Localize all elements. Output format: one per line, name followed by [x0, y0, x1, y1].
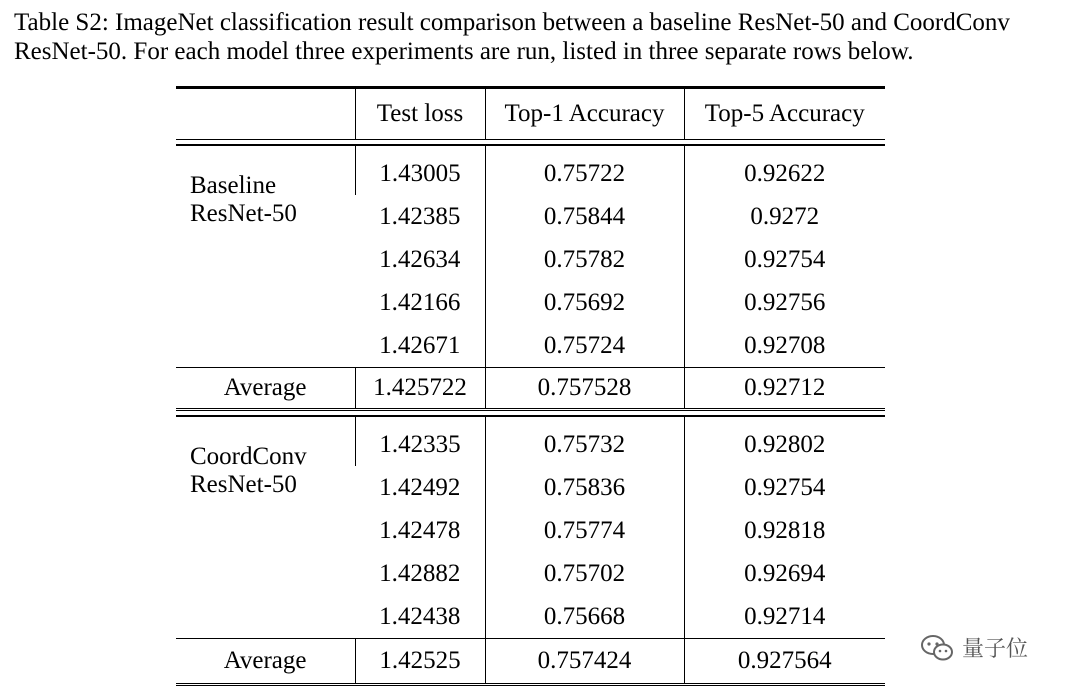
- cell-top5: 0.92756: [684, 281, 885, 324]
- header-top1: Top-1 Accuracy: [485, 88, 684, 140]
- cell-test-loss: 1.43005: [355, 145, 485, 195]
- cell-test-loss: 1.42438: [379, 602, 461, 630]
- cell-top5: 0.92694: [684, 552, 885, 595]
- cell-top5: 0.92714: [684, 595, 885, 639]
- avg-top1: 0.757424: [485, 639, 684, 685]
- cell-top1: 0.75836: [485, 466, 684, 509]
- header-test-loss: Test loss: [355, 88, 485, 140]
- group-label-line: ResNet-50: [190, 471, 297, 498]
- avg-test-loss: 1.42525: [355, 639, 485, 685]
- group-label-line: ResNet-50: [190, 200, 297, 227]
- table-caption: [14, 8, 1074, 66]
- cell-top1: 0.75692: [485, 281, 684, 324]
- header-top5: Top-5 Accuracy: [684, 88, 885, 140]
- avg-top5: 0.92712: [684, 368, 885, 410]
- average-label: Average: [176, 368, 355, 410]
- cell-top5: 0.92754: [684, 466, 885, 509]
- cell-top5: 0.92708: [684, 324, 885, 368]
- cell-top1: 0.75782: [485, 238, 684, 281]
- avg-top1: 0.757528: [485, 368, 684, 410]
- caption-line-2: ResNet-50. For each model three experiments are run, listed in three separate rows below.: [14, 38, 914, 65]
- cell-top5: 0.92818: [684, 509, 885, 552]
- cell-top1: 0.75702: [485, 552, 684, 595]
- cell-top5: 0.92802: [684, 416, 885, 466]
- average-row-baseline: [176, 368, 885, 410]
- group-label-line: CoordConv: [190, 443, 307, 470]
- group-label-coordconv: [176, 416, 355, 639]
- cell-test-loss: 1.42335: [355, 416, 485, 466]
- cell-test-loss: 1.42385: [379, 202, 461, 230]
- results-table: [176, 86, 885, 686]
- cell-top1: 0.75722: [485, 145, 684, 195]
- cell-top1: 0.75844: [485, 195, 684, 238]
- cell-top1: 0.75724: [485, 324, 684, 368]
- header-empty: [176, 88, 355, 140]
- caption-line-1: Table S2: ImageNet classification result comparison between a baseline ResNet-50 and CoordConv: [14, 9, 1010, 36]
- watermark: [920, 632, 1028, 663]
- cell-test-loss: 1.42492: [379, 473, 461, 501]
- group-label-baseline: [176, 145, 355, 368]
- cell-top5: 0.92754: [684, 238, 885, 281]
- cell-top1: 0.75732: [485, 416, 684, 466]
- cell-top5: 0.9272: [684, 195, 885, 238]
- cell-test-loss: 1.42478: [379, 516, 461, 544]
- average-row-coordconv: [176, 639, 885, 685]
- avg-top5: 0.927564: [684, 639, 885, 685]
- cell-top5: 0.92622: [684, 145, 885, 195]
- cell-top1: 0.75774: [485, 509, 684, 552]
- table-header-row: [176, 88, 885, 140]
- average-label: Average: [176, 639, 355, 685]
- cell-test-loss: 1.42634: [379, 245, 461, 273]
- table-row: [176, 416, 885, 466]
- cell-top1: 0.75668: [485, 595, 684, 639]
- results-table-wrapper: [176, 86, 885, 686]
- table-row: [176, 145, 885, 195]
- avg-test-loss: 1.425722: [355, 368, 485, 410]
- watermark-text: 量子位: [962, 637, 1029, 662]
- group-label-line: Baseline: [190, 172, 277, 199]
- cell-test-loss: 1.42671: [379, 331, 461, 359]
- wechat-icon: [920, 633, 954, 663]
- cell-test-loss: 1.42166: [379, 288, 461, 316]
- cell-test-loss: 1.42882: [379, 559, 461, 587]
